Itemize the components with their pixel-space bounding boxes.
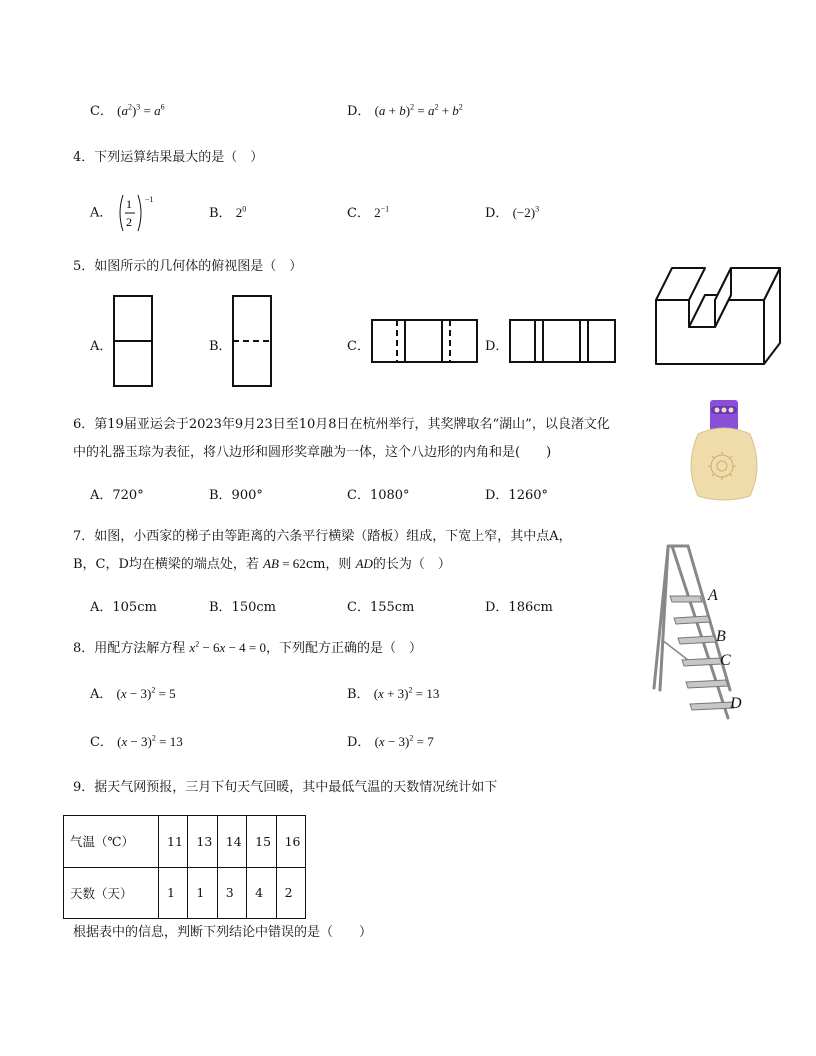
q7-ad: AD <box>355 556 373 571</box>
q8-option-c: C． $(x - 3)^2 = 13$ <box>90 733 183 750</box>
q5-solid-figure <box>652 263 786 369</box>
q7-stem-line2: B，C，D均在横梁的端点处，若 AB = 62cm，则 AD的长为（ ） <box>73 556 451 572</box>
table-row <box>64 867 306 919</box>
q9-footer: 根据表中的信息，判断下列结论中错误的是（ ） <box>73 925 373 940</box>
q6-option-d: D．1260° <box>485 488 549 503</box>
q5-label-a: A． <box>90 339 113 354</box>
q4-option-b: B． $2^0$ <box>209 204 247 221</box>
svg-text:1: 1 <box>125 197 132 211</box>
q3-option-d-formula: $(a + b)^2 = a^2 + b^2$ <box>374 102 463 118</box>
table-cell: 2 <box>276 867 305 919</box>
q6-option-c: C．1080° <box>347 488 410 503</box>
ladder-image <box>648 540 758 730</box>
q4-fraction-half-power <box>117 193 161 233</box>
q3-option-c-formula: $(a^2)^3 = a^6$ <box>117 102 165 118</box>
table-cell: 3 <box>217 867 246 919</box>
q8-option-a: A． $(x - 3)^2 = 5$ <box>90 685 176 702</box>
q5-label-c: C． <box>347 339 370 354</box>
q6-option-a: A．720° <box>90 488 144 503</box>
q5-label-d: D． <box>485 339 509 354</box>
q8-stem: 8．用配方法解方程 $x^2 - 6x - 4 = 0$，下列配方正确的是（ ） <box>73 639 423 656</box>
q6-stem-line2: 中的礼器玉琮为表征，将八边形和圆形奖章融为一体，这个八边形的内角和是( ) <box>73 445 552 460</box>
table-header-temp: 气温（℃） <box>64 816 159 868</box>
q4-option-c: C． $2^{-1}$ <box>347 204 390 221</box>
q8-equation: $x^2 - 6x - 4 = 0$ <box>189 639 266 655</box>
table-row <box>64 816 306 868</box>
q6-option-b: B．900° <box>209 488 263 503</box>
q7-ab-eq: AB = 62 <box>263 556 306 571</box>
q4-option-a: A． 1 2 −1 <box>90 193 161 233</box>
q5-option-d-view <box>508 318 618 364</box>
temperature-table <box>63 815 306 919</box>
svg-text:2: 2 <box>125 215 132 229</box>
q5-option-c-view <box>370 318 480 364</box>
table-cell: 4 <box>247 867 276 919</box>
table-cell: 13 <box>188 816 217 868</box>
q7-stem-line1: 7．如图，小西家的梯子由等距离的六条平行横梁（踏板）组成，下宽上窄，其中点A， <box>73 529 572 544</box>
table-cell: 1 <box>159 867 188 919</box>
table-cell: 11 <box>159 816 188 868</box>
q5-option-b-view <box>231 294 275 388</box>
q7-option-c: C．155cm <box>347 600 415 615</box>
q7-option-b: B．150cm <box>209 600 276 615</box>
q7-option-a: A．105cm <box>90 600 157 615</box>
q3-option-c: C． $(a^2)^3 = a^6$ <box>90 102 165 119</box>
table-cell: 14 <box>217 816 246 868</box>
q3-option-d: D． $(a + b)^2 = a^2 + b^2$ <box>347 102 463 119</box>
q9-stem: 9．据天气网预报，三月下旬天气回暖，其中最低气温的天数情况统计如下 <box>73 780 498 795</box>
q5-option-a-view <box>112 294 156 388</box>
table-cell: 15 <box>247 816 276 868</box>
table-cell: 1 <box>188 867 217 919</box>
q4-option-d: D． $(-2)^3$ <box>485 204 540 221</box>
q5-label-b: B． <box>209 339 232 354</box>
ladder-label-c: C <box>720 652 731 669</box>
q4-stem: 4．下列运算结果最大的是（ ） <box>73 150 264 165</box>
medal-image <box>684 396 764 506</box>
ladder-label-b: B <box>716 628 726 645</box>
q8-option-d: D． $(x - 3)^2 = 7$ <box>347 733 434 750</box>
q5-stem: 5．如图所示的几何体的俯视图是（ ） <box>73 259 303 274</box>
table-header-days: 天数（天） <box>64 867 159 919</box>
q8-option-b: B． $(x + 3)^2 = 13$ <box>347 685 440 702</box>
q6-stem-line1: 6．第19届亚运会于2023年9月23日至10月8日在杭州举行，其奖牌取名“湖山”，以良渚文化 <box>73 417 610 432</box>
table-cell: 16 <box>276 816 305 868</box>
svg-text:−1: −1 <box>144 195 154 204</box>
ladder-label-a: A <box>708 587 718 604</box>
q7-option-d: D．186cm <box>485 600 553 615</box>
ladder-label-d: D <box>730 695 742 712</box>
